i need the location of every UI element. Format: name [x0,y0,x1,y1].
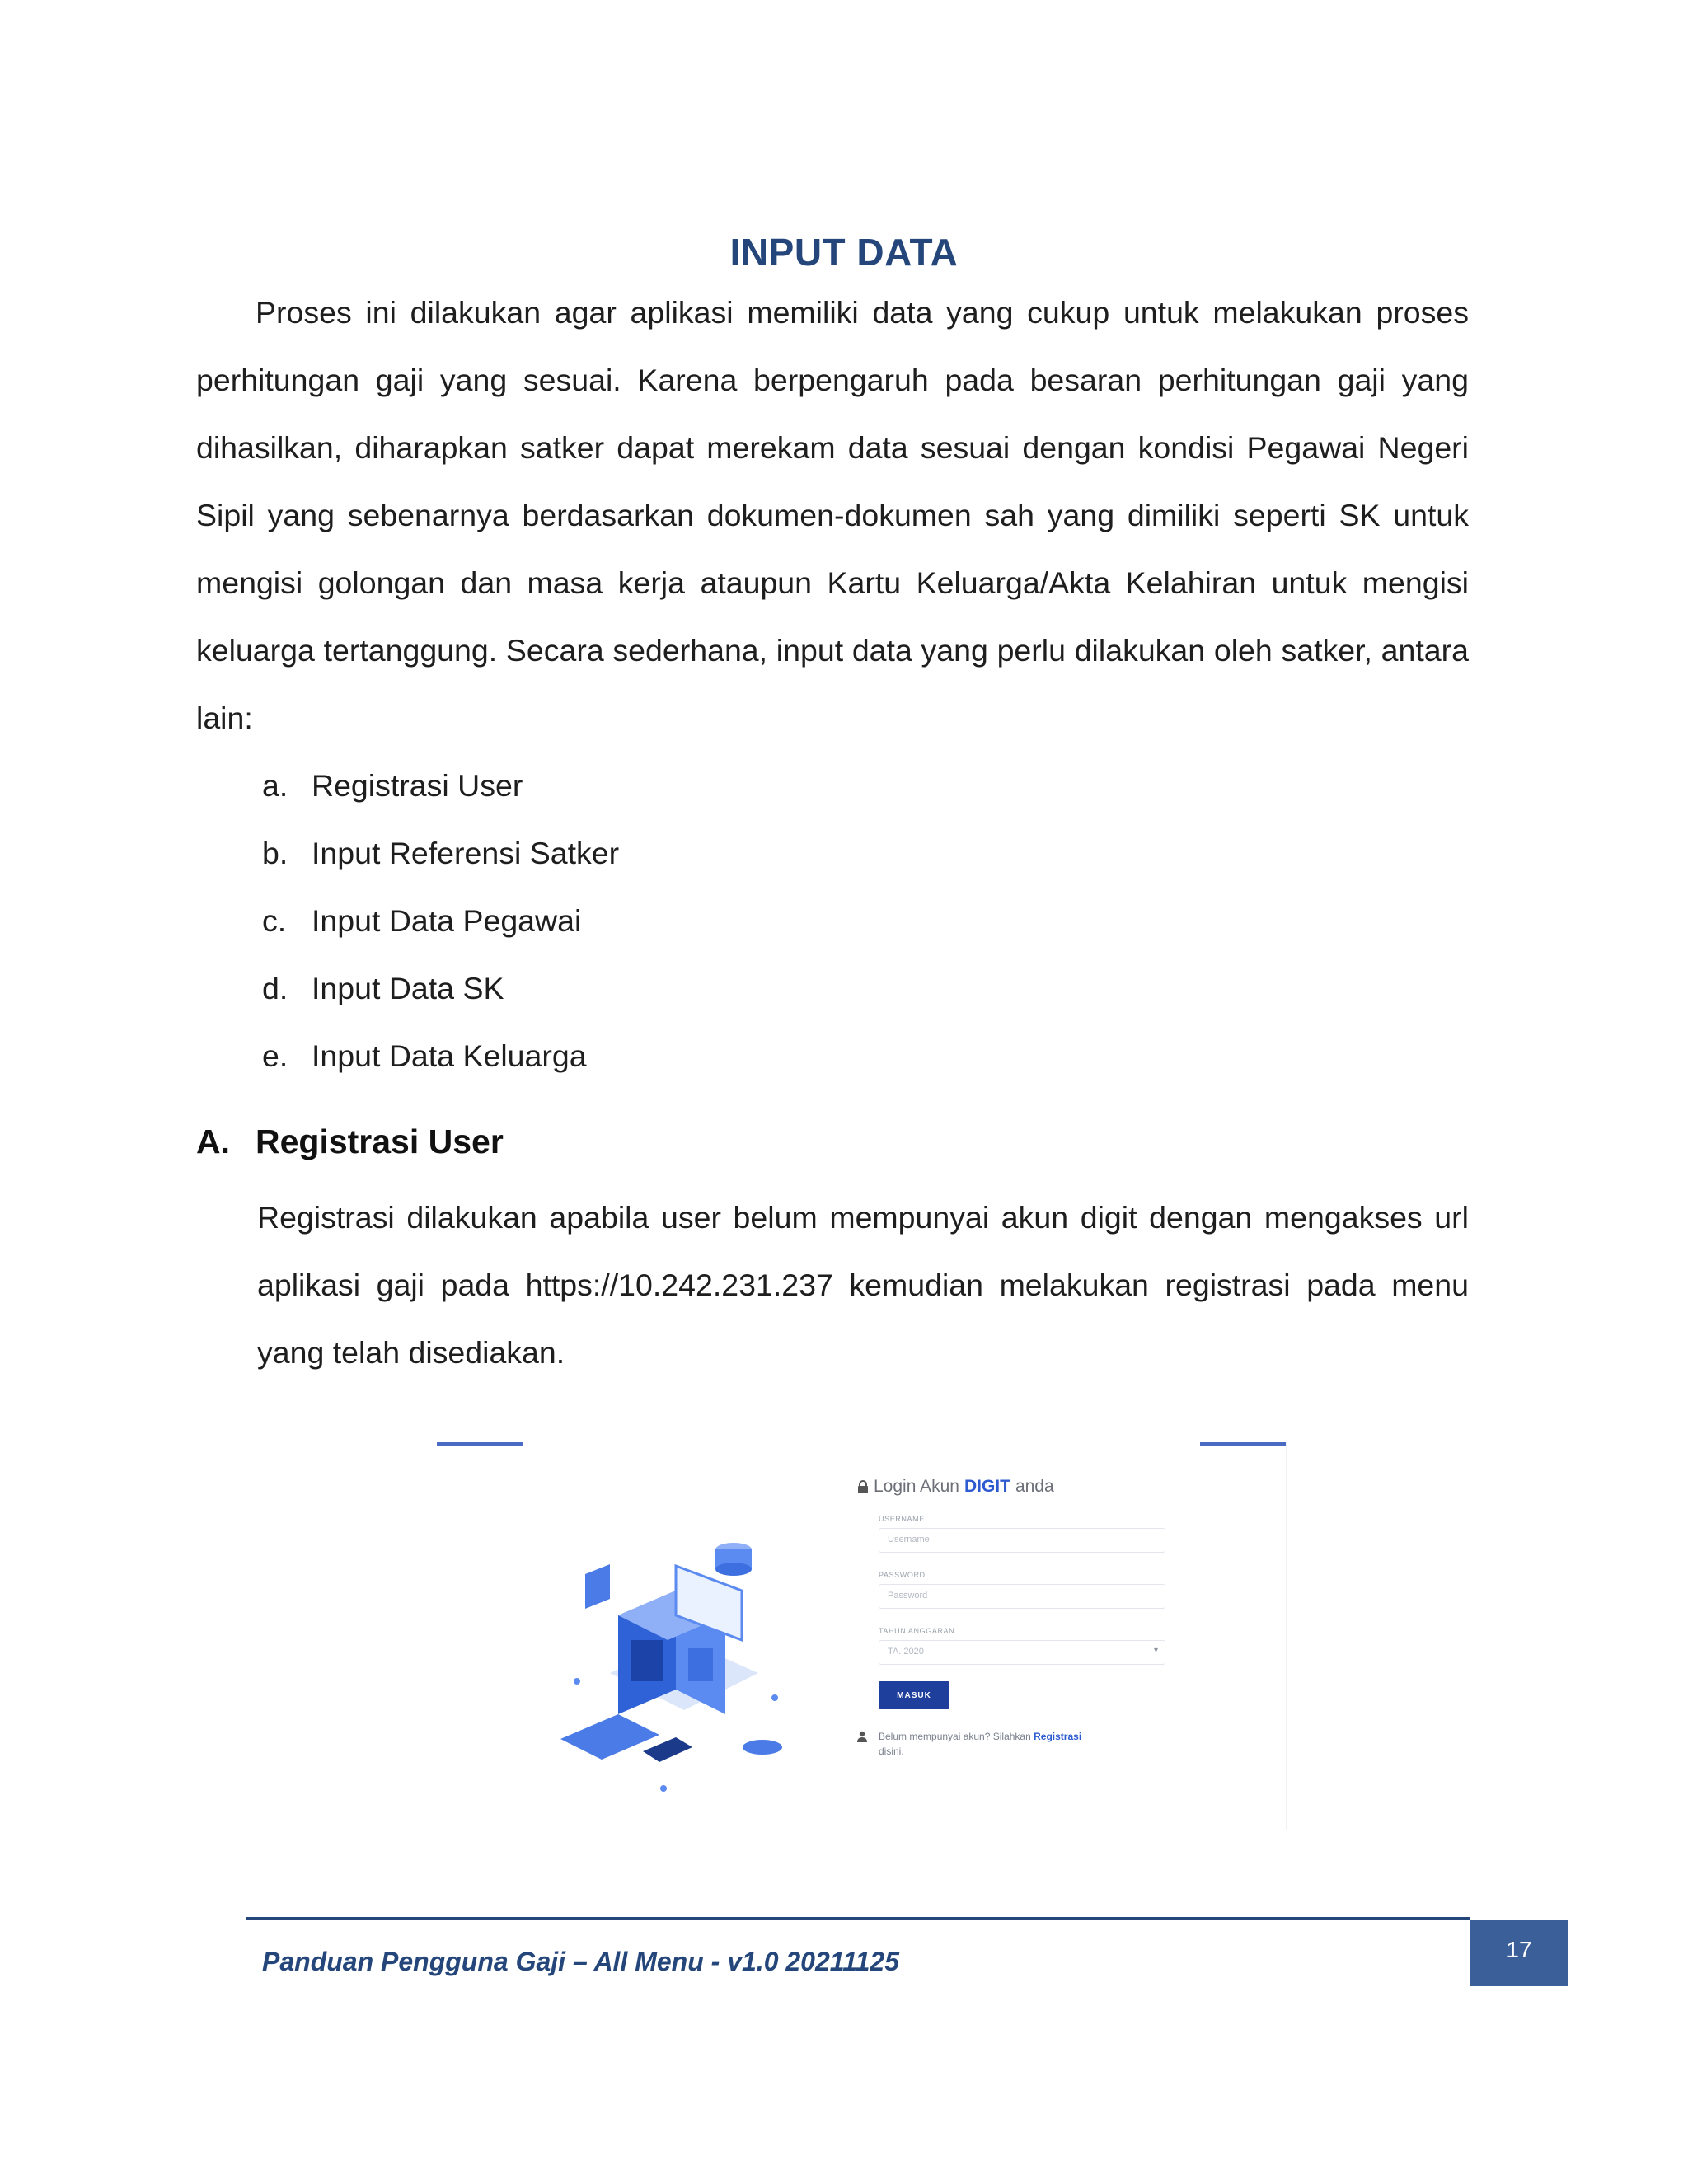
password-label: PASSWORD [879,1571,926,1579]
input-data-list [262,752,619,1090]
register-link[interactable]: Registrasi [1034,1731,1082,1742]
section-body: Registrasi dilakukan apabila user belum mempunyai akun digit dengan mengakses url aplikasi gaji pada https://10.242.231.237 kemudian melakukan registrasi pada menu yang telah disediakan. [257,1200,1469,1370]
page-title: INPUT DATA [729,230,959,274]
lock-icon [857,1480,869,1493]
list-marker: c. [262,903,287,938]
login-screenshot [437,1442,1287,1830]
list-item [262,752,619,819]
footer-divider [246,1917,1470,1920]
list-item [262,819,619,887]
register-text: Belum mempunyai akun? Silahkan [879,1731,1031,1742]
list-marker: a. [262,768,288,803]
page-number: 17 [1470,1920,1568,1986]
list-marker: e. [262,1038,288,1073]
section-heading [196,1122,504,1161]
list-item-text: Input Referensi Satker [312,836,620,870]
list-item [262,1022,619,1090]
username-input[interactable]: Username [879,1528,1165,1553]
chevron-down-icon: ▾ [1153,1646,1158,1655]
list-marker: b. [262,836,288,870]
password-input[interactable]: Password [879,1584,1165,1609]
login-form [857,1477,1203,1759]
section-heading-text: Registrasi User [256,1122,504,1160]
login-prefix: Login Akun [874,1477,959,1496]
accent-bar-right [1200,1442,1286,1446]
register-tail: disini. [879,1746,904,1757]
intro-paragraph: Proses ini dilakukan agar aplikasi memiliki data yang cukup untuk melakukan proses perhitungan gaji yang sesuai. Karena berpengaruh pada besaran perhitungan gaji yang dihasilkan, diharapkan satker dapat merekam data sesuai dengan kondisi Pegawai Negeri Sipil yang sebenarnya berdasarkan dokumen-dokumen sah yang dimiliki seperti SK untuk mengisi golongan dan masa kerja ataupun Kartu Keluarga/Akta Kelahiran untuk mengisi keluarga tertanggung. Secara sederhana, input data yang perlu dilakukan oleh satker, antara lain: [196,295,1469,735]
year-label: TAHUN ANGGARAN [879,1627,955,1635]
login-brand: DIGIT [964,1477,1010,1496]
section-letter: A. [196,1122,230,1160]
footer-text: Panduan Pengguna Gaji – All Menu - v1.0 20211125 [262,1947,899,1976]
list-item-text: Input Data SK [312,971,504,1005]
login-button[interactable]: MASUK [879,1681,950,1709]
list-item [262,887,619,954]
list-item-text: Input Data Keluarga [312,1038,587,1073]
list-marker: d. [262,971,288,1005]
list-item [262,954,619,1022]
register-note [857,1729,1203,1759]
login-heading [857,1477,1203,1497]
list-item-text: Input Data Pegawai [312,903,582,938]
year-select-value: TA. 2020 [888,1647,924,1657]
user-icon [857,1731,867,1742]
year-select[interactable] [879,1640,1165,1665]
list-item-text: Registrasi User [312,768,523,803]
username-label: USERNAME [879,1515,925,1523]
isometric-computer-illustration [552,1525,799,1805]
accent-bar-left [437,1442,523,1446]
login-suffix: anda [1015,1477,1054,1496]
